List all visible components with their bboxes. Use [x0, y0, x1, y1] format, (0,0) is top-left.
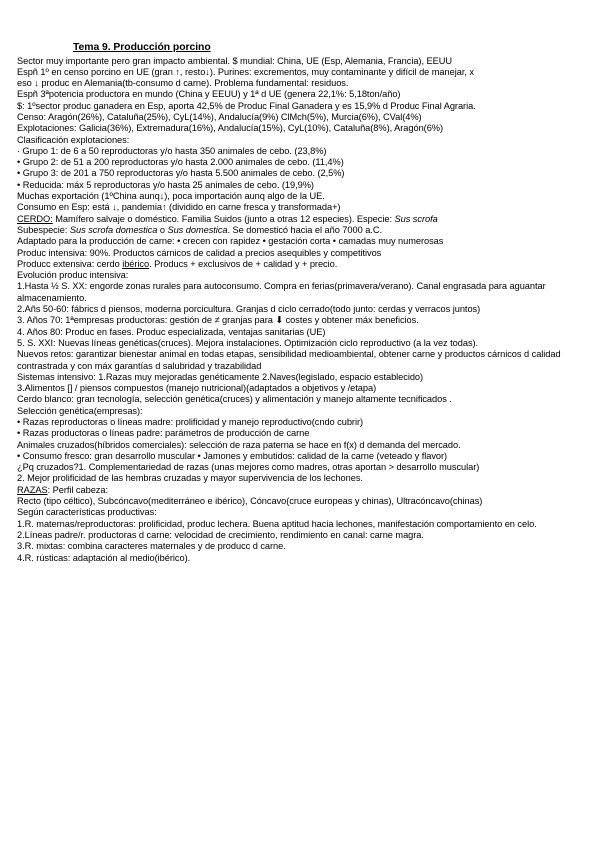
subespecie-mid: o [157, 224, 168, 235]
list-item: • Grupo 2: de 51 a 200 reproductoras y/o hasta 2.000 animales de cebo. (11,4%) [17, 157, 344, 168]
text-line: Adaptado para la producción de carne: • crecen con rapidez • gestación corta • camadas muy numerosas [17, 236, 444, 247]
text-line: Espñ 1º en censo porcino en UE (gran ↑, resto↓). Purines: excrementos, muy contaminante y difícil de manejar, x [17, 66, 474, 77]
list-item: • Grupo 3: de 201 a 750 reproductoras y/o hasta 5.500 animales de cebo. (2,5%) [17, 168, 345, 179]
text-line: eso ↓ produc en Alemania(tb-consumo d carne). Problema fundamental: residuos. [17, 78, 349, 89]
text-line: Sector muy importante pero gran impacto ambiental. $ mundial: China, UE (Esp, Alemania, Francia), EEUU [17, 55, 452, 66]
text-line: Muchas exportación (1ºChina aunq↓), poca importación aunq algo de la UE. [17, 191, 325, 202]
list-item: • Consumo fresco: gran desarrollo muscular • Jamones y embutidos: calidad de la carne (veteado y flavor) [17, 450, 448, 461]
subespecie-end: . Se domesticó hacia el año 7000 a.C. [227, 224, 382, 235]
extensiva-after: . Producs + exclusivos de + calidad y + precio. [149, 258, 338, 269]
text-line: Sistemas intensivo: 1.Razas muy mejoradas genéticamente 2.Naves(legislado, espacio establecido) [17, 371, 424, 382]
text-line: Recto (tipo céltico), Subcóncavo(mediterráneo e ibérico), Cóncavo(cruce europeas y chinas), Ultracóncavo(chinas) [17, 496, 483, 507]
cerdo-text: Mamífero salvaje o doméstico. Familia Suidos (junto a otras 12 especies). Especie: [52, 213, 395, 224]
text-line: 1.R. maternas/reproductoras: prolificidad, produc lechera. Buena aptitud hacia lechones, manifestación comportamiento en celo. [17, 518, 537, 529]
text-line: 1.Hasta ½ S. XX: engorde zonas rurales para autoconsumo. Compra en ferias(primavera/verano). Canal engrasada para aguantar almacenamiento. [17, 281, 546, 303]
text-line: ¿Pq cruzados?1. Complementariedad de razas (unas mejores como madres, otras aportan > desarrollo muscular) [17, 462, 480, 473]
subespecie-name-1: Sus scrofa domestica [69, 224, 158, 235]
text-line: Censo: Aragón(26%), Cataluña(25%), CyL(14%), Andalucía(9%) ClMch(5%), Murcia(6%), CVal(4%) [17, 111, 422, 122]
text-line: Selección genética(empresas): [17, 405, 143, 416]
text-line: Nuevos retos: garantizar bienestar animal en todas etapas, sensibilidad medioambiental, obtener carne y productos cárnicos d calidad contrastrada y con máx garantías d salubridad y trazabilidad [17, 349, 561, 371]
cerdo-species: Sus scrofa [394, 213, 438, 224]
text-line: 3.Alimentos [] / piensos compuestos (manejo nutricional)(adaptados a objetivos y /etapa) [17, 383, 377, 394]
text-line: 2.Añs 50-60: fábrics d piensos, moderna porcicultura. Granjas d ciclo cerrado(todo junto: cerdas y verracos juntos) [17, 304, 481, 315]
text-line: Produc intensiva: 90%. Productos cárnicos de calidad a precios asequibles y competitivos [17, 247, 382, 258]
razas-line [17, 485, 583, 496]
text-line: 4.R. rústicas: adaptación al medio(ibérico). [17, 552, 191, 563]
extensiva-iberico: ibérico [122, 258, 150, 269]
text-line: Explotaciones: Galicia(36%), Extremadura(16%), Andalucía(15%), CyL(10%), Cataluña(8%), Aragón(6%) [17, 123, 443, 134]
razas-label: RAZAS [17, 484, 48, 495]
text-line: 4. Años 80: Produc en fases. Produc especializada, ventajas sanitarias (UE) [17, 326, 326, 337]
extensiva-before: Producc extensiva: cerdo [17, 258, 123, 269]
text-line: 3.R. mixtas: combina caracteres maternales y de producc d carne. [17, 541, 286, 552]
text-line: Clasificación explotaciones: [17, 134, 130, 145]
document-title: Tema 9. Producción porcino [73, 42, 211, 53]
cerdo-line [17, 214, 583, 225]
text-line: Espñ 3ªpotencia productora en mundo (China y EEUU) y 1ª d UE (genera 22,1%: 5,18ton/año) [17, 89, 401, 100]
text-line: 5. S. XXI: Nuevas líneas genéticas(cruces). Mejora instalaciones. Optimización ciclo reproductivo (a la vez todas). [17, 337, 479, 348]
text-line: 2.Líneas padre/r. productoras d carne: velocidad de crecimiento, rendimiento en canal: carne magra. [17, 529, 424, 540]
text-line: 3. Años 70: 1ªempresas productoras: gestión de ≠ granjas para ⬇ costes y obtener máx beneficios. [17, 315, 419, 326]
list-item: • Razas reproductoras o líneas madre: prolificidad y manejo reproductivo(cndo cubrir) [17, 417, 364, 427]
extensiva-line [17, 259, 583, 270]
text-line: Consumo en Esp: está ↓, pandemia↑ (dividido en carne fresca y transformada+) [17, 202, 341, 213]
text-line: Evolución produc intensiva: [17, 270, 129, 281]
subespecie-line [17, 225, 583, 236]
text-line: $: 1ºsector produc ganadera en Esp, aporta 42,5% de Produc Final Ganadera y es 15,9% d Produc Final Agraria. [17, 100, 476, 111]
list-item: • Razas productoras o líneas padre: parámetros de producción de carne [17, 428, 310, 439]
cerdo-label: CERDO: [17, 213, 53, 224]
subespecie-name-2: Sus domestica [167, 224, 228, 235]
text-line: Animales cruzados(híbridos comerciales): selección de raza paterna se hace en f(x) d demanda del mercado. [17, 439, 461, 450]
text-line: 2. Mejor prolificidad de las hembras cruzadas y mayor supervivencia de los lechones. [17, 473, 363, 484]
text-line: Según características productivas: [17, 507, 157, 518]
list-item: • Reducida: máx 5 reproductoras y/o hasta 25 animales de cebo. (19,9%) [17, 179, 314, 190]
subespecie-label: Subespecie: [17, 224, 70, 235]
document-page [17, 42, 583, 564]
list-item: · Grupo 1: de 6 a 50 reproductoras y/o hasta 350 animales de cebo. (23,8%) [17, 145, 327, 156]
razas-text: : Perfil cabeza: [47, 484, 108, 495]
text-line: Cerdo blanco: gran tecnología, selección genética(cruces) y alimentación y manejo altamente tecnificados . [17, 394, 452, 405]
